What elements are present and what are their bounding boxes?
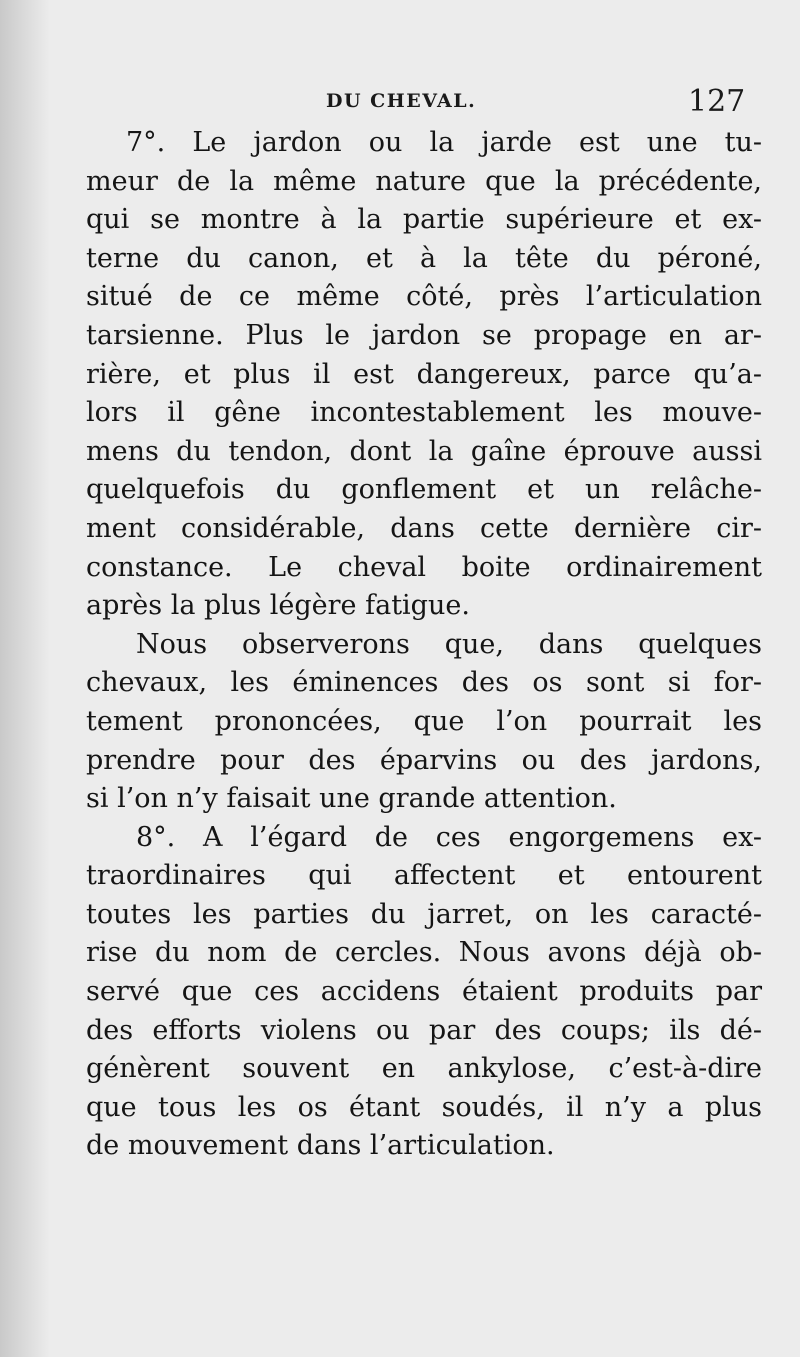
running-head: DU CHEVAL. (326, 90, 477, 112)
text-line: situé de ce même côté, près l’articulation (86, 281, 762, 313)
text-line: 7°. Le jardon ou la jarde est une tu- (126, 127, 762, 158)
text-line: si l’on n’y faisait une grande attention. (86, 783, 617, 815)
text-line: Nous observerons que, dans quelques (136, 628, 762, 660)
text-line: des efforts violens ou par des coups; ils dé- (86, 1014, 762, 1046)
text-line: mens du tendon, dont la gaîne éprouve aussi (86, 435, 762, 467)
page-gutter-shadow (0, 0, 50, 1357)
page-header (326, 84, 766, 124)
text-line: quelquefois du gonflement et un relâche- (86, 474, 762, 506)
text-line: après la plus légère fatigue. (86, 590, 470, 622)
text-line: toutes les parties du jarret, on les caracté- (86, 898, 762, 930)
text-line: tarsienne. Plus le jardon se propage en ar- (86, 319, 762, 351)
text-line: tement prononcées, que l’on pourrait les (86, 705, 762, 737)
text-line: lors il gêne incontestablement les mouve- (86, 397, 762, 429)
body-text (86, 124, 762, 1166)
text-line: génèrent souvent en ankylose, c’est-à-dire (86, 1053, 762, 1085)
text-line: qui se montre à la partie supérieure et ex- (86, 204, 762, 236)
text-line: terne du canon, et à la tête du péroné, (86, 242, 762, 274)
text-line: meur de la même nature que la précédente, (86, 165, 762, 197)
text-line: rise du nom de cercles. Nous avons déjà ob- (86, 937, 762, 969)
page-number: 127 (688, 84, 746, 119)
text-line: constance. Le cheval boite ordinairement (86, 551, 762, 583)
text-line: de mouvement dans l’articulation. (86, 1130, 555, 1162)
text-line: traordinaires qui affectent et entourent (86, 860, 762, 892)
text-line: ment considérable, dans cette dernière cir- (86, 512, 762, 544)
text-line: servé que ces accidens étaient produits par (86, 976, 762, 1008)
text-line: chevaux, les éminences des os sont si for- (86, 667, 762, 699)
text-line: 8°. A l’égard de ces engorgemens ex- (136, 821, 762, 853)
text-line: prendre pour des éparvins ou des jardons, (86, 744, 762, 776)
text-line: rière, et plus il est dangereux, parce qu’a- (86, 358, 762, 390)
text-line: que tous les os étant soudés, il n’y a plus (86, 1091, 762, 1123)
